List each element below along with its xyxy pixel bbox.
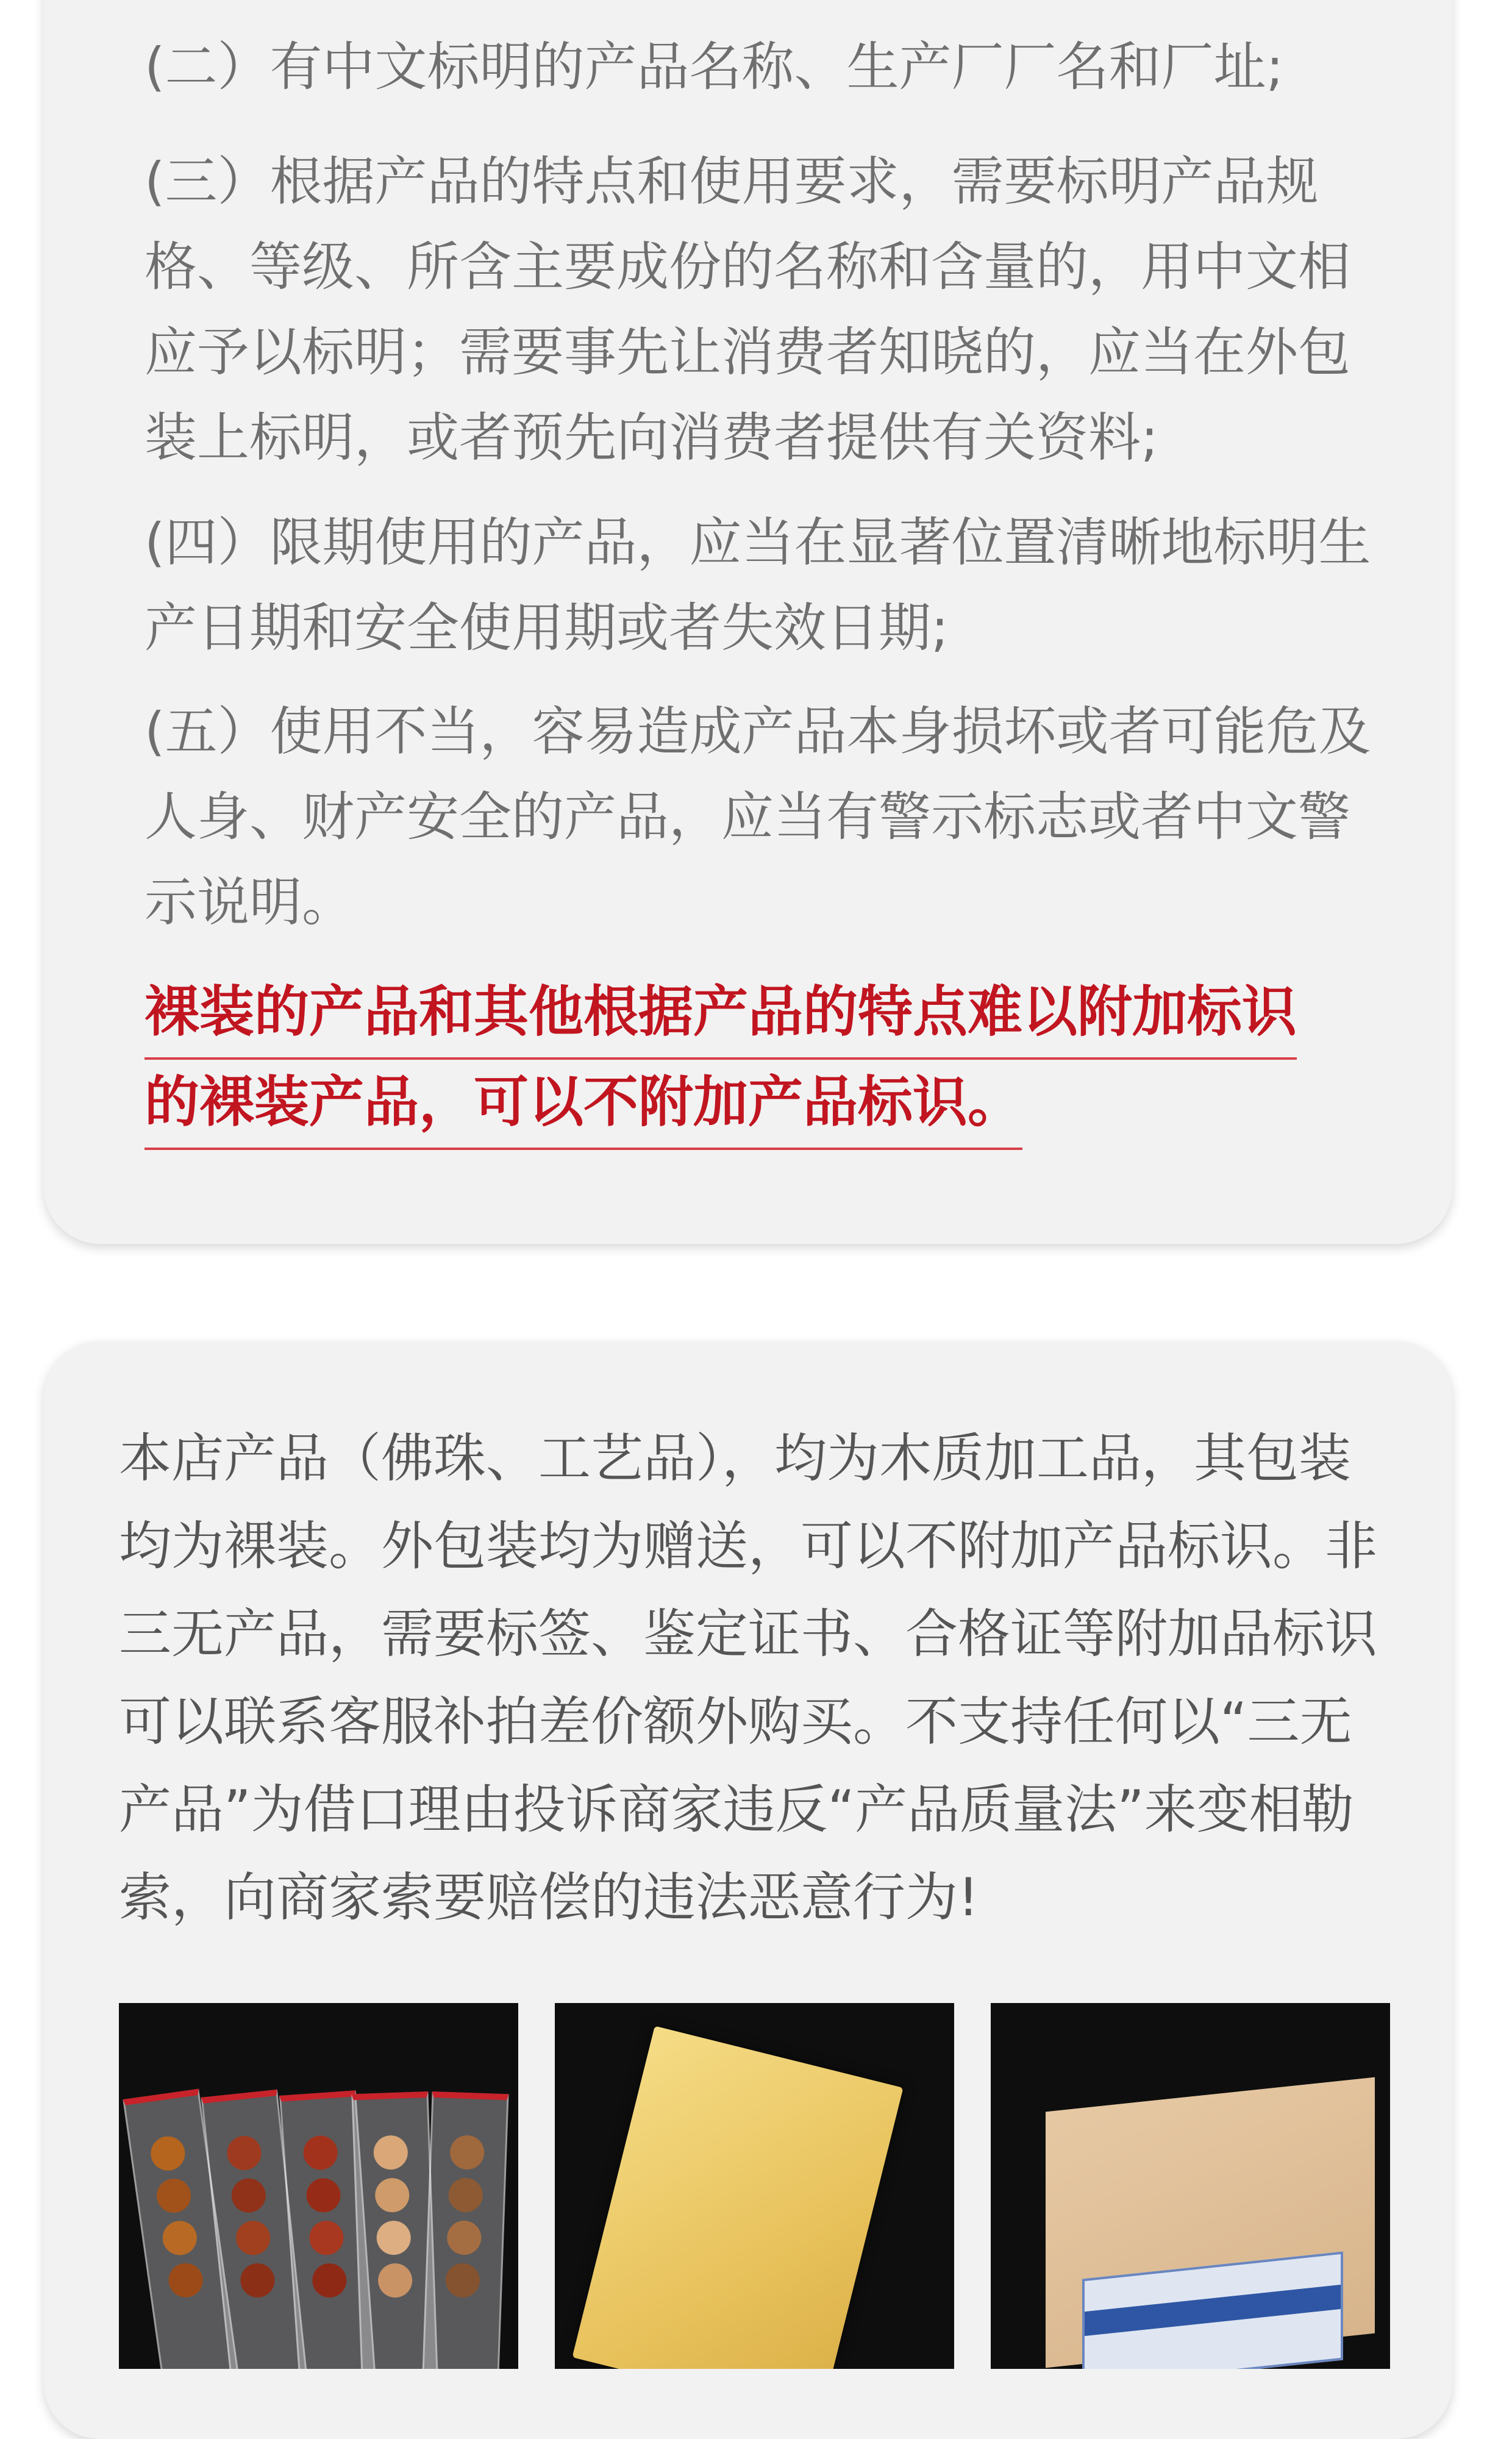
- store-notice-card: [44, 1341, 1452, 2439]
- law-excerpt-card: [44, 0, 1452, 1244]
- clause-3: (三）根据产品的特点和使用要求，需要标明产品规格、等级、所含主要成份的名称和含量的，用中文相应予以标明；需要事先让消费者知晓的，应当在外包装上标明，或者预先向消费者提供有关资料;: [144, 151, 1350, 468]
- clause-2: (二）有中文标明的产品名称、生产厂厂名和厂址;: [144, 37, 1284, 98]
- highlighted-exemption-text: [144, 970, 1449, 1150]
- yellow-bubble-envelope-photo: [555, 2003, 954, 2369]
- cardboard-shipping-box-photo: [991, 2003, 1390, 2369]
- clause-5: (五）使用不当，容易造成产品本身损坏或者可能危及人身、财产安全的产品，应当有警示标志或者中文警示说明。: [144, 701, 1371, 933]
- store-notice-text: 本店产品（佛珠、工艺品），均为木质加工品，其包装均为裸装。外包装均为赠送，可以不附加产品标识。非三无产品，需要标签、鉴定证书、合格证等附加品标识可以联系客服补拍差价额外购买。不支持任何以“三无产品”为借口理由投诉商家违反“产品质量法”来变相勒索，向商家索要赔偿的违法恶意行为!: [119, 1428, 1377, 1928]
- clause-4: (四）限期使用的产品，应当在显著位置清晰地标明生产日期和安全使用期或者失效日期;: [144, 512, 1371, 659]
- bagged-prayer-beads-photo: [119, 2003, 518, 2369]
- highlight-line-2: 的裸装产品，可以不附加产品标识。: [144, 1060, 1022, 1150]
- envelope-shape: [572, 2026, 903, 2369]
- highlight-line-1: 裸装的产品和其他根据产品的特点难以附加标识: [144, 970, 1297, 1060]
- bead-bag: [421, 2091, 508, 2369]
